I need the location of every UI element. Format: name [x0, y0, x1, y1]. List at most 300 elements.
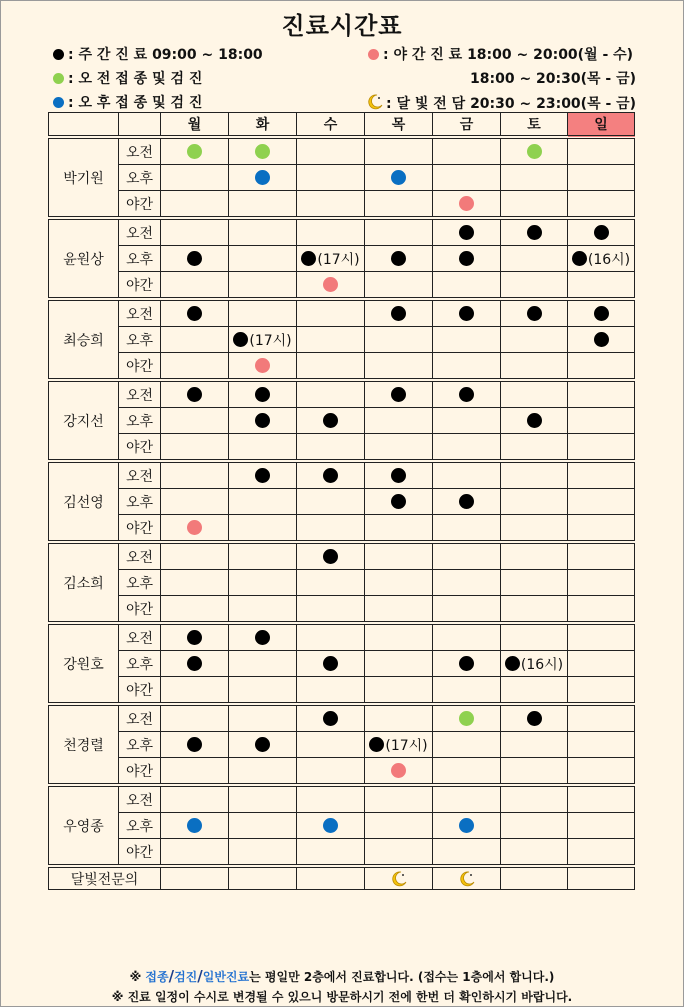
schedule-cell	[501, 218, 568, 246]
schedule-cell	[433, 596, 501, 624]
schedule-cell	[229, 704, 297, 732]
black-dot-icon	[391, 251, 406, 266]
schedule-cell	[297, 542, 365, 570]
black-dot-icon	[459, 387, 474, 402]
schedule-cell	[297, 623, 365, 651]
schedule-row	[49, 813, 635, 839]
black-dot-icon	[594, 332, 609, 347]
schedule-cell	[433, 299, 501, 327]
schedule-row	[49, 434, 635, 462]
schedule-cell	[365, 218, 433, 246]
schedule-row	[49, 191, 635, 219]
black-dot-icon	[459, 306, 474, 321]
black-dot-icon	[527, 225, 542, 240]
time-note: (16시)	[587, 251, 631, 268]
time-note: (16시)	[520, 656, 564, 673]
schedule-cell	[568, 353, 635, 381]
schedule-cell	[433, 137, 501, 165]
doctor-name: 박기원	[49, 137, 119, 218]
schedule-cell	[161, 137, 229, 165]
schedule-cell	[365, 623, 433, 651]
schedule-cell	[433, 732, 501, 758]
schedule-cell	[568, 218, 635, 246]
schedule-cell	[161, 165, 229, 191]
doctor-name: 김선영	[49, 461, 119, 542]
schedule-cell	[297, 704, 365, 732]
period-label: 야간	[119, 839, 161, 867]
schedule-cell	[161, 813, 229, 839]
schedule-cell	[568, 651, 635, 677]
schedule-cell	[161, 651, 229, 677]
doctor-group	[49, 461, 635, 542]
schedule-row	[49, 380, 635, 408]
black-dot-icon	[301, 251, 316, 266]
black-dot-icon	[594, 225, 609, 240]
doctor-group	[49, 218, 635, 299]
schedule-row	[49, 165, 635, 191]
schedule-cell	[501, 353, 568, 381]
schedule-cell	[297, 677, 365, 705]
schedule-row	[49, 246, 635, 272]
period-label: 오전	[119, 542, 161, 570]
blue-dot-icon	[323, 818, 338, 833]
schedule-cell	[433, 651, 501, 677]
schedule-cell	[229, 758, 297, 786]
schedule-cell	[229, 165, 297, 191]
period-label: 야간	[119, 515, 161, 543]
schedule-row	[49, 515, 635, 543]
dalbit-row	[49, 866, 635, 890]
period-label: 오전	[119, 785, 161, 813]
schedule-row	[49, 353, 635, 381]
period-label: 오후	[119, 246, 161, 272]
dalbit-cell	[161, 866, 229, 890]
header-row	[49, 113, 635, 138]
schedule-cell	[297, 515, 365, 543]
schedule-cell	[161, 327, 229, 353]
schedule-cell	[568, 732, 635, 758]
schedule-cell	[433, 353, 501, 381]
schedule-cell	[365, 137, 433, 165]
schedule-cell	[568, 272, 635, 300]
schedule-cell	[568, 489, 635, 515]
schedule-cell	[568, 704, 635, 732]
schedule-cell	[297, 137, 365, 165]
schedule-cell	[229, 408, 297, 434]
day-header: 토	[501, 113, 568, 138]
doctor-name: 강지선	[49, 380, 119, 461]
black-dot-icon	[527, 306, 542, 321]
schedule-cell	[501, 813, 568, 839]
black-dot-icon	[187, 306, 202, 321]
schedule-cell	[568, 327, 635, 353]
doctor-name: 천경렬	[49, 704, 119, 785]
period-label: 오후	[119, 813, 161, 839]
schedule-cell	[229, 813, 297, 839]
schedule-cell	[161, 732, 229, 758]
schedule-row	[49, 596, 635, 624]
schedule-row	[49, 732, 635, 758]
period-label: 야간	[119, 191, 161, 219]
schedule-row	[49, 570, 635, 596]
schedule-cell	[229, 785, 297, 813]
schedule-cell	[501, 542, 568, 570]
schedule-cell	[161, 839, 229, 867]
schedule-cell	[229, 489, 297, 515]
schedule-cell	[568, 434, 635, 462]
dalbit-label: 달빛전문의	[49, 866, 161, 890]
doctor-group	[49, 299, 635, 380]
schedule-row	[49, 785, 635, 813]
schedule-cell	[501, 327, 568, 353]
schedule-cell	[229, 542, 297, 570]
pink-dot-icon	[323, 277, 338, 292]
day-header: 화	[229, 113, 297, 138]
schedule-cell	[433, 380, 501, 408]
black-dot-icon	[391, 494, 406, 509]
black-dot-icon	[459, 225, 474, 240]
period-label: 오전	[119, 704, 161, 732]
dalbit-cell	[229, 866, 297, 890]
schedule-cell	[297, 461, 365, 489]
schedule-cell	[568, 246, 635, 272]
black-dot-icon	[391, 468, 406, 483]
schedule-row	[49, 299, 635, 327]
schedule-cell	[433, 165, 501, 191]
schedule-cell	[568, 191, 635, 219]
schedule-cell	[297, 246, 365, 272]
schedule-cell	[433, 758, 501, 786]
schedule-cell	[229, 299, 297, 327]
schedule-cell	[297, 758, 365, 786]
schedule-cell	[229, 137, 297, 165]
schedule-cell	[161, 489, 229, 515]
schedule-cell	[161, 272, 229, 300]
black-dot-icon	[505, 656, 520, 671]
dalbit-cell	[568, 866, 635, 890]
schedule-cell	[297, 570, 365, 596]
schedule-cell	[501, 434, 568, 462]
blue-dot-icon	[459, 818, 474, 833]
blue-dot-icon	[255, 170, 270, 185]
green-dot-icon	[187, 144, 202, 159]
doctor-name: 최승희	[49, 299, 119, 380]
schedule-cell	[568, 408, 635, 434]
footer-prefix: ※	[129, 970, 146, 984]
green-dot-icon	[255, 144, 270, 159]
schedule-cell	[365, 327, 433, 353]
period-label: 오후	[119, 327, 161, 353]
schedule-row	[49, 137, 635, 165]
pink-dot-icon	[459, 196, 474, 211]
doctor-group	[49, 785, 635, 866]
doctor-name: 강원호	[49, 623, 119, 704]
period-label: 야간	[119, 758, 161, 786]
day-header: 목	[365, 113, 433, 138]
schedule-cell	[568, 380, 635, 408]
schedule-cell	[433, 434, 501, 462]
schedule-cell	[501, 785, 568, 813]
corner-cell-2	[119, 113, 161, 138]
schedule-cell	[365, 246, 433, 272]
schedule-cell	[229, 272, 297, 300]
black-dot-icon	[255, 737, 270, 752]
schedule-cell	[501, 299, 568, 327]
schedule-row	[49, 542, 635, 570]
legend-dalbit-text: : 달 빛 전 담 20:30 ~ 23:00(목 - 금)	[386, 96, 637, 112]
period-label: 야간	[119, 677, 161, 705]
schedule-cell	[568, 758, 635, 786]
schedule-cell	[501, 570, 568, 596]
schedule-cell	[365, 785, 433, 813]
schedule-cell	[365, 651, 433, 677]
period-label: 오전	[119, 380, 161, 408]
blue-dot-icon	[391, 170, 406, 185]
black-dot-icon	[187, 387, 202, 402]
black-dot-icon	[323, 656, 338, 671]
schedule-cell	[297, 218, 365, 246]
schedule-cell	[568, 839, 635, 867]
schedule-cell	[161, 677, 229, 705]
schedule-cell	[501, 623, 568, 651]
schedule-row	[49, 623, 635, 651]
footer-slash-1: /	[168, 967, 175, 985]
footer-vaccine: 접종	[145, 970, 169, 984]
dalbit-cell	[501, 866, 568, 890]
schedule-cell	[161, 408, 229, 434]
footer-note-1	[0, 967, 684, 985]
schedule-cell	[229, 839, 297, 867]
schedule-cell	[161, 542, 229, 570]
schedule-cell	[501, 165, 568, 191]
schedule-cell	[433, 570, 501, 596]
schedule-cell	[501, 732, 568, 758]
schedule-cell	[229, 327, 297, 353]
black-dot-icon	[323, 413, 338, 428]
schedule-cell	[433, 704, 501, 732]
pink-dot-icon	[187, 520, 202, 535]
schedule-cell	[297, 380, 365, 408]
schedule-cell	[501, 651, 568, 677]
black-dot-icon	[53, 49, 64, 60]
schedule-cell	[501, 704, 568, 732]
black-dot-icon	[369, 737, 384, 752]
dalbit-cell	[433, 866, 501, 890]
crescent-moon-icon	[390, 871, 408, 887]
period-label: 오전	[119, 623, 161, 651]
doctor-group	[49, 380, 635, 461]
period-label: 야간	[119, 272, 161, 300]
footer-checkup: 검진	[174, 970, 198, 984]
schedule-cell	[297, 813, 365, 839]
black-dot-icon	[323, 711, 338, 726]
schedule-row	[49, 651, 635, 677]
schedule-cell	[161, 353, 229, 381]
schedule-cell	[229, 732, 297, 758]
period-label: 야간	[119, 353, 161, 381]
period-label: 오후	[119, 165, 161, 191]
schedule-cell	[365, 596, 433, 624]
black-dot-icon	[255, 413, 270, 428]
schedule-cell	[161, 704, 229, 732]
schedule-row	[49, 327, 635, 353]
schedule-cell	[229, 515, 297, 543]
schedule-row	[49, 461, 635, 489]
time-note: (17시)	[249, 332, 292, 349]
schedule-cell	[229, 218, 297, 246]
black-dot-icon	[527, 413, 542, 428]
schedule-cell	[229, 677, 297, 705]
schedule-cell	[433, 246, 501, 272]
legend-am	[53, 70, 202, 88]
schedule-cell	[433, 489, 501, 515]
period-label: 오후	[119, 732, 161, 758]
schedule-cell	[365, 732, 433, 758]
schedule-cell	[568, 677, 635, 705]
schedule-cell	[229, 596, 297, 624]
black-dot-icon	[594, 306, 609, 321]
schedule-cell	[297, 839, 365, 867]
schedule-cell	[501, 758, 568, 786]
schedule-cell	[568, 596, 635, 624]
schedule-cell	[501, 137, 568, 165]
schedule-cell	[229, 380, 297, 408]
legend-night-2: 18:00 ~ 20:30(목 - 금)	[470, 71, 637, 87]
doctor-name: 우영종	[49, 785, 119, 866]
period-label: 오후	[119, 651, 161, 677]
schedule-cell	[568, 299, 635, 327]
schedule-cell	[297, 327, 365, 353]
schedule-cell	[501, 380, 568, 408]
black-dot-icon	[187, 251, 202, 266]
black-dot-icon	[527, 711, 542, 726]
schedule-cell	[365, 434, 433, 462]
schedule-cell	[297, 434, 365, 462]
schedule-cell	[365, 704, 433, 732]
schedule-cell	[568, 165, 635, 191]
schedule-row	[49, 489, 635, 515]
schedule-cell	[568, 515, 635, 543]
schedule-cell	[161, 758, 229, 786]
schedule-cell	[161, 623, 229, 651]
legend-day	[53, 46, 263, 64]
blue-dot-icon	[53, 97, 64, 108]
schedule-cell	[568, 542, 635, 570]
schedule-cell	[229, 246, 297, 272]
time-note: (17시)	[317, 251, 360, 268]
schedule-cell	[433, 785, 501, 813]
black-dot-icon	[255, 630, 270, 645]
schedule-cell	[365, 408, 433, 434]
schedule-cell	[433, 623, 501, 651]
doctor-name: 윤원상	[49, 218, 119, 299]
period-label: 오후	[119, 408, 161, 434]
schedule-cell	[365, 839, 433, 867]
schedule-cell	[297, 165, 365, 191]
schedule-cell	[161, 218, 229, 246]
schedule-cell	[229, 434, 297, 462]
schedule-cell	[365, 677, 433, 705]
schedule-cell	[365, 272, 433, 300]
schedule-cell	[365, 461, 433, 489]
schedule-cell	[161, 785, 229, 813]
schedule-cell	[365, 191, 433, 219]
schedule-cell	[365, 299, 433, 327]
schedule-cell	[501, 677, 568, 705]
schedule-cell	[161, 299, 229, 327]
schedule-cell	[501, 489, 568, 515]
legend-night	[368, 46, 633, 64]
doctor-group	[49, 623, 635, 704]
schedule-table	[48, 112, 635, 890]
footer-slash-2: /	[197, 967, 203, 985]
schedule-cell	[501, 246, 568, 272]
footer-line1-rest: 는 평일만 2층에서 진료합니다. (접수는 1층에서 합니다.)	[249, 970, 555, 984]
schedule-cell	[161, 461, 229, 489]
day-header: 일	[568, 113, 635, 138]
black-dot-icon	[323, 468, 338, 483]
footer-general: 일반진료	[202, 970, 250, 984]
schedule-cell	[161, 191, 229, 219]
period-label: 오후	[119, 570, 161, 596]
schedule-row	[49, 677, 635, 705]
schedule-cell	[365, 165, 433, 191]
schedule-cell	[568, 570, 635, 596]
schedule-cell	[365, 353, 433, 381]
schedule-cell	[365, 813, 433, 839]
day-header: 월	[161, 113, 229, 138]
black-dot-icon	[187, 630, 202, 645]
schedule-cell	[433, 461, 501, 489]
schedule-cell	[433, 191, 501, 219]
doctor-name: 김소희	[49, 542, 119, 623]
black-dot-icon	[187, 737, 202, 752]
period-label: 오후	[119, 489, 161, 515]
schedule-cell	[229, 353, 297, 381]
black-dot-icon	[459, 251, 474, 266]
schedule-cell	[365, 515, 433, 543]
schedule-cell	[433, 327, 501, 353]
schedule-cell	[297, 732, 365, 758]
schedule-cell	[229, 623, 297, 651]
schedule-cell	[568, 623, 635, 651]
schedule-row	[49, 272, 635, 300]
green-dot-icon	[53, 73, 64, 84]
legend-day-text: : 주 간 진 료 09:00 ~ 18:00	[68, 47, 263, 63]
schedule-cell	[297, 272, 365, 300]
schedule-cell	[501, 191, 568, 219]
legend-night-text: : 야 간 진 료 18:00 ~ 20:00(월 - 수)	[383, 47, 634, 63]
schedule-row	[49, 758, 635, 786]
schedule-cell	[365, 542, 433, 570]
corner-cell	[49, 113, 119, 138]
schedule-cell	[501, 515, 568, 543]
schedule-cell	[568, 461, 635, 489]
schedule-cell	[297, 596, 365, 624]
schedule-cell	[229, 651, 297, 677]
schedule-cell	[365, 758, 433, 786]
schedule-cell	[501, 839, 568, 867]
dalbit-cell	[297, 866, 365, 890]
black-dot-icon	[323, 549, 338, 564]
schedule-cell	[297, 299, 365, 327]
schedule-cell	[501, 408, 568, 434]
schedule-cell	[161, 570, 229, 596]
period-label: 오전	[119, 218, 161, 246]
legend-pm-text: : 오 후 접 종 및 검 진	[68, 95, 203, 111]
period-label: 오전	[119, 137, 161, 165]
schedule-cell	[433, 677, 501, 705]
